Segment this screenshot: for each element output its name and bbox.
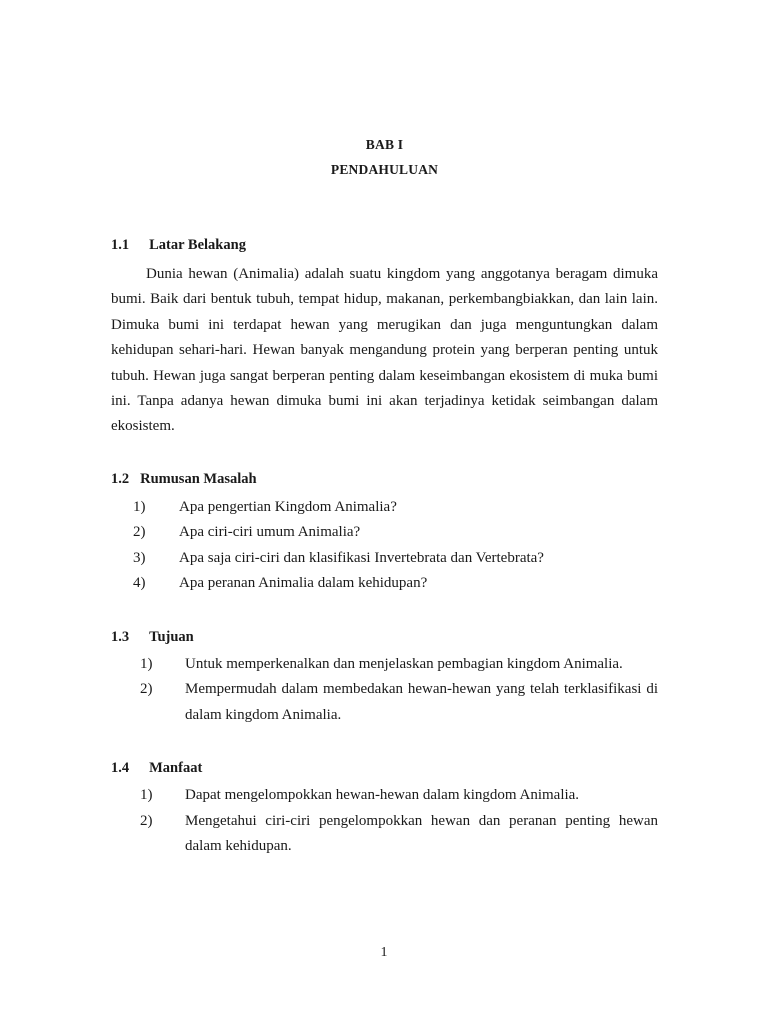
list-item xyxy=(140,677,658,728)
list-rumusan-masalah xyxy=(111,495,658,597)
section-number-1-3: 1.3 xyxy=(111,628,130,645)
list-item-text: Dapat mengelompokkan hewan-hewan dalam kingdom Animalia. xyxy=(185,787,580,804)
list-item xyxy=(140,783,658,809)
list-item xyxy=(133,520,658,546)
section-number-1-2: 1.2 xyxy=(111,470,130,487)
list-item-text: Apa ciri-ciri umum Animalia? xyxy=(179,524,361,541)
list-item-text: Mempermudah dalam membedakan hewan-hewan yang telah terklasifikasi di dalam kingdom Animalia. xyxy=(185,681,658,723)
list-marker: 1) xyxy=(133,498,146,515)
list-marker: 1) xyxy=(140,787,153,804)
list-manfaat xyxy=(111,783,658,860)
list-marker: 4) xyxy=(133,575,146,592)
list-item xyxy=(133,546,658,572)
section-title-1-1: Latar Belakang xyxy=(149,237,246,253)
section-number-1-1: 1.1 xyxy=(111,237,130,253)
section-heading-rumusan-masalah xyxy=(111,471,658,488)
list-item-text: Apa saja ciri-ciri dan klasifikasi Invertebrata dan Vertebrata? xyxy=(179,549,544,566)
list-marker: 1) xyxy=(140,655,153,672)
section-heading-tujuan xyxy=(111,629,658,646)
list-item xyxy=(133,495,658,521)
list-marker: 2) xyxy=(140,812,153,829)
list-tujuan xyxy=(111,652,658,729)
section-heading-latar-belakang xyxy=(111,237,658,254)
list-item-text: Untuk memperkenalkan dan menjelaskan pembagian kingdom Animalia. xyxy=(185,655,623,672)
section-title-1-2: Rumusan Masalah xyxy=(140,470,257,487)
list-item-text: Apa pengertian Kingdom Animalia? xyxy=(179,498,397,515)
list-marker: 2) xyxy=(140,681,153,698)
list-item-text: Mengetahui ciri-ciri pengelompokkan hewan dan peranan penting hewan dalam kehidupan. xyxy=(185,812,658,855)
list-item xyxy=(140,652,658,678)
list-item-text: Apa peranan Animalia dalam kehidupan? xyxy=(179,575,428,592)
section-title-1-3: Tujuan xyxy=(149,628,194,645)
list-marker: 2) xyxy=(133,524,146,541)
list-item xyxy=(133,571,658,597)
chapter-title: BAB I xyxy=(365,137,404,152)
section-heading-manfaat xyxy=(111,760,658,777)
page-content xyxy=(111,0,658,860)
paragraph-latar-belakang: Dunia hewan (Animalia) adalah suatu kingdom yang anggotanya beragam dimuka bumi. Baik dari bentuk tubuh, tempat hidup, makanan, perkembangbiakkan, dan lain lain. Dimuka bumi ini terdapat hewan yang merugikan dan juga menguntungkan dalam kehidupan sehari-hari. Hewan banyak mengandung protein yang berperan penting untuk tubuh. Hewan juga sangat berperan penting dalam keseimbangan ekosistem di muka bumi ini. Tanpa adanya hewan dimuka bumi ini akan terjadinya ketidak seimbangan dalam ekosistem. xyxy=(111,266,658,435)
list-marker: 3) xyxy=(133,549,146,566)
page-number: 1 xyxy=(380,945,388,960)
list-item xyxy=(140,809,658,860)
chapter-subtitle: PENDAHULUAN xyxy=(330,162,439,177)
section-number-1-4: 1.4 xyxy=(111,760,130,777)
section-title-1-4: Manfaat xyxy=(149,760,203,777)
